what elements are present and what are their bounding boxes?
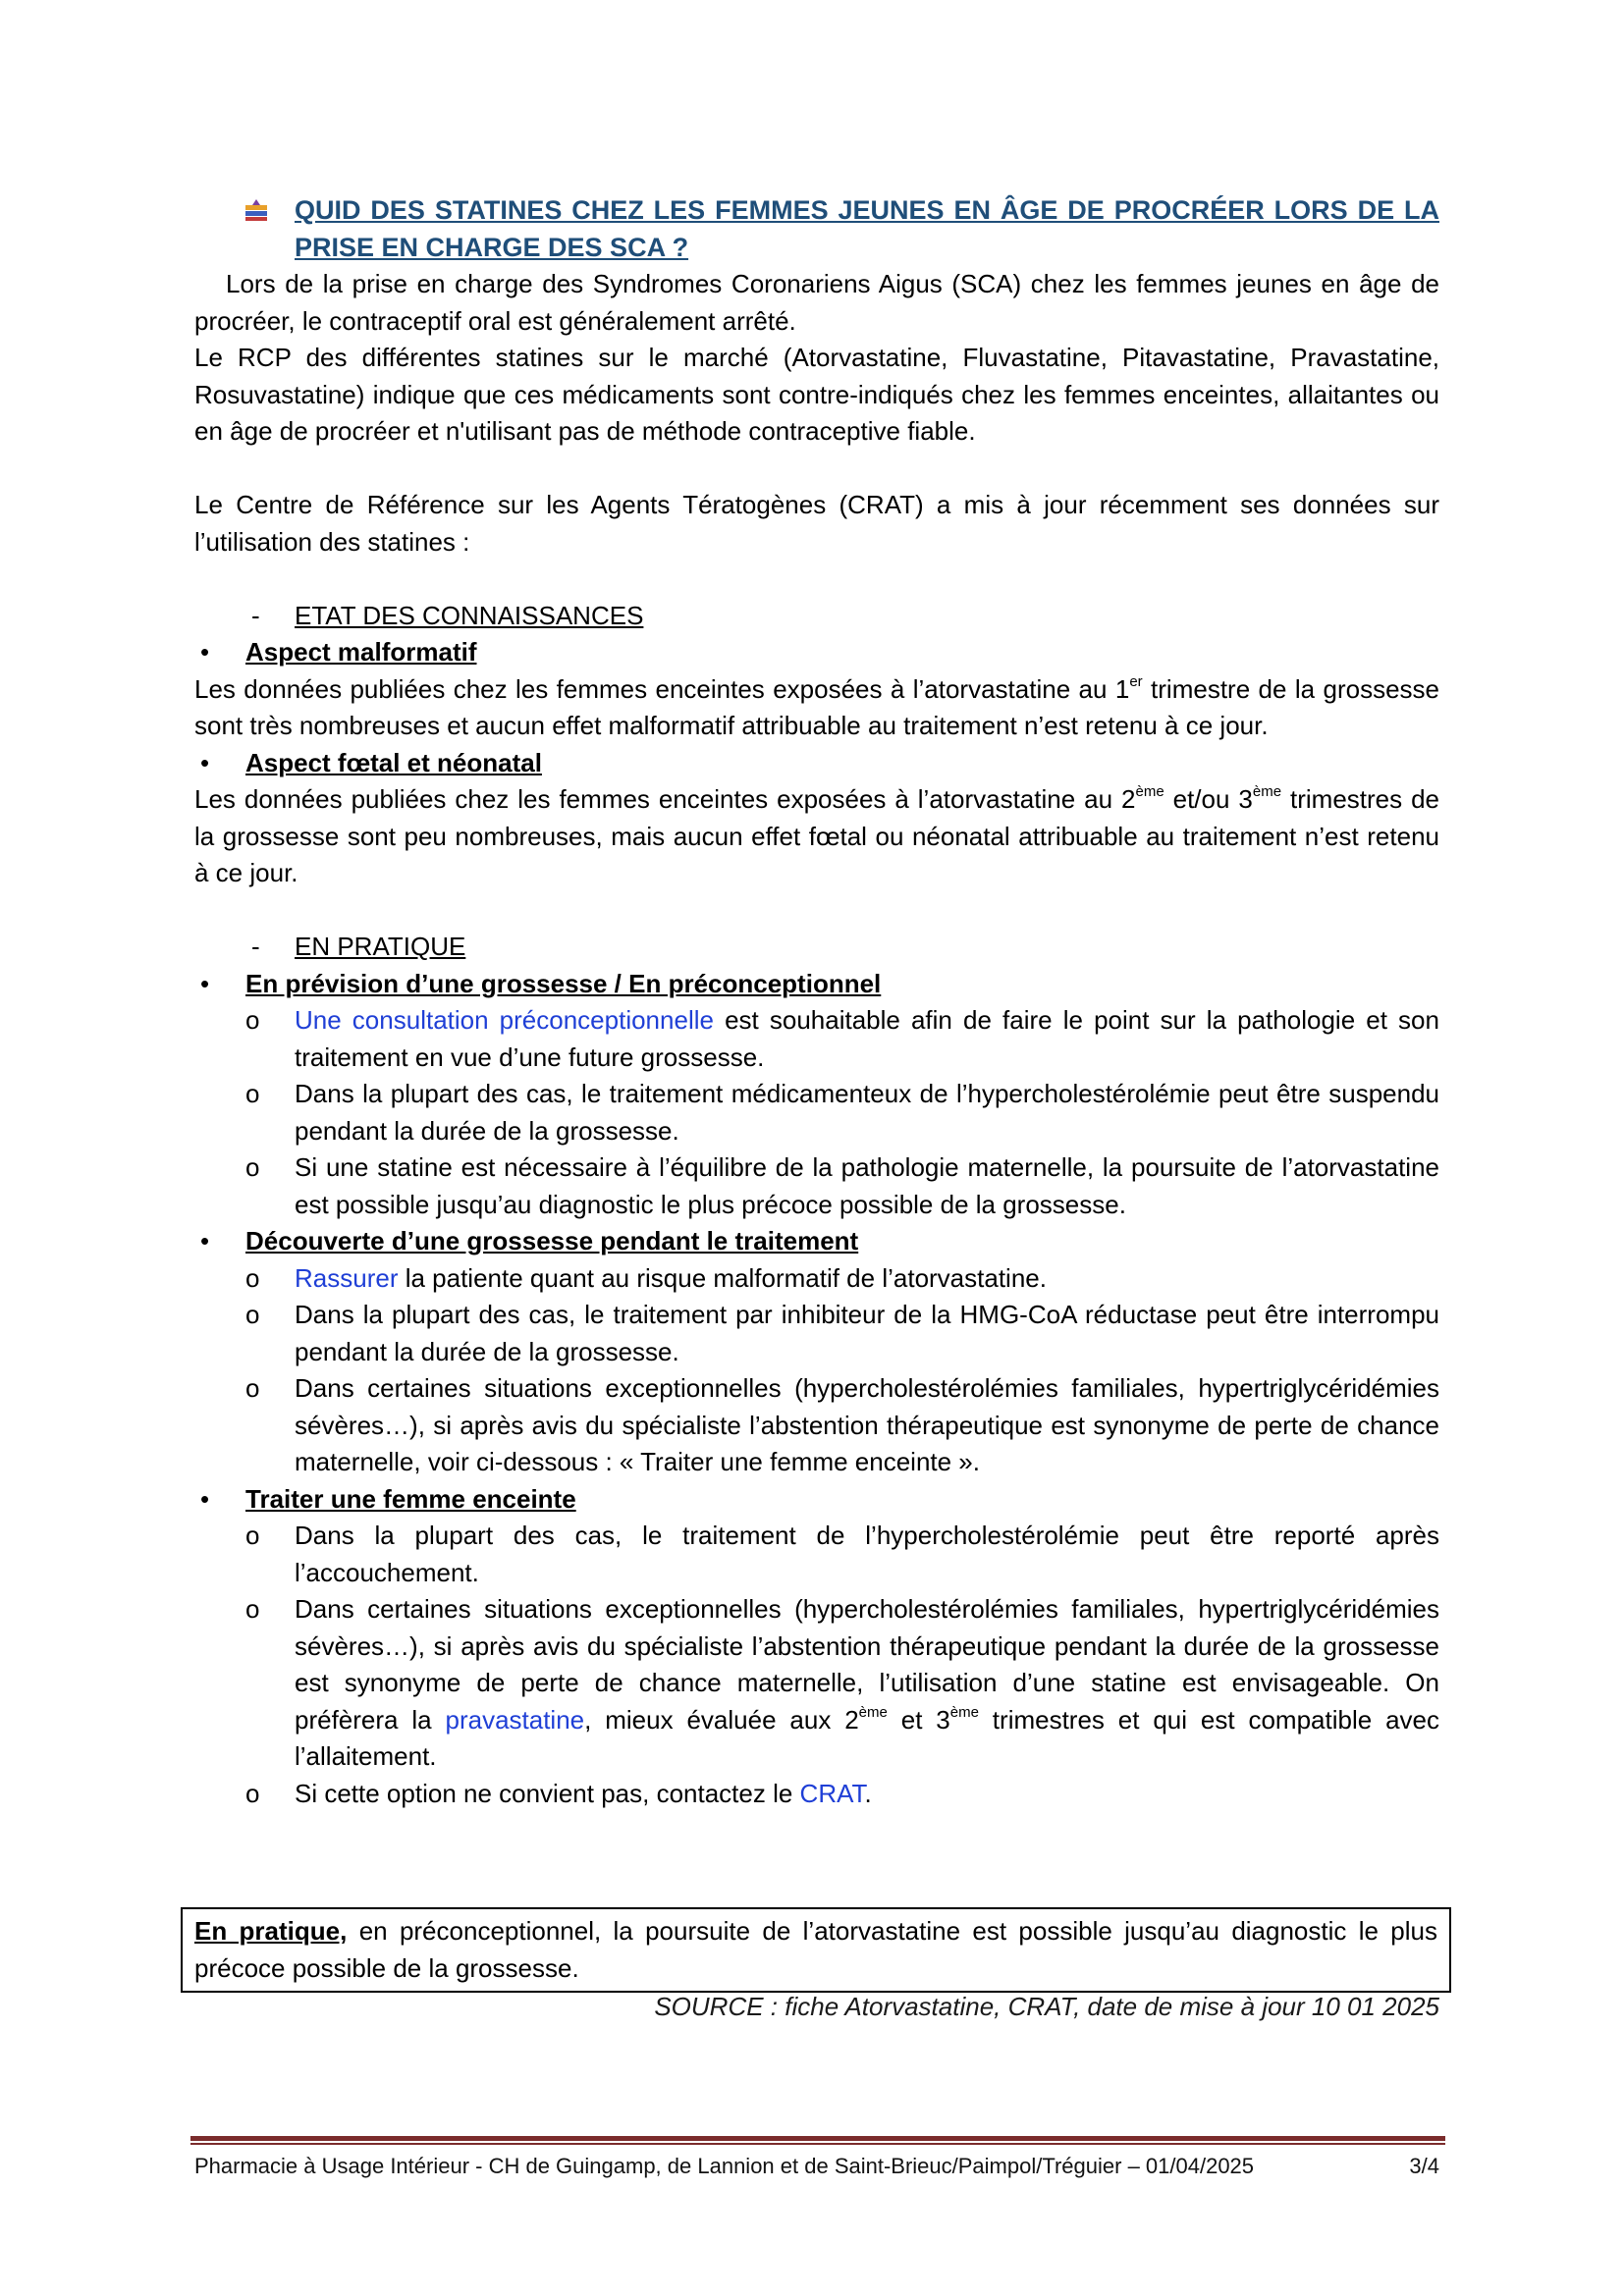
intro-paragraph-2: Le RCP des différentes statines sur le marché (Atorvastatine, Fluvastatine, Pitavastatine, Pravastatine, Rosuvastatine) indique que ces médicaments sont contre-indiqués chez les femmes enceintes, allaitantes ou en âge de procréer et n'utilisant pas de méthode contraceptive fiable.	[194, 343, 1439, 446]
source-citation: SOURCE : fiche Atorvastatine, CRAT, date de mise à jour 10 01 2025	[654, 1992, 1439, 2021]
footer-rule-thin	[190, 2143, 1445, 2145]
bullet-marker: •	[200, 1483, 210, 1514]
main-content	[194, 192, 1439, 1812]
section-title	[194, 192, 1439, 266]
prevision-item-3: o Si une statine est nécessaire à l’équilibre de la pathologie maternelle, la poursuite de l’atorvastatine est possible jusqu’au diagnostic le plus précoce possible de la grossesse.	[245, 1152, 1439, 1219]
bullet-heading-decouverte: • Découverte d’une grossesse pendant le traitement	[194, 1223, 1439, 1260]
malformatif-text: Les données publiées chez les femmes enceintes exposées à l’atorvastatine au 1er trimestre de la grossesse sont très nombreuses et aucun effet malformatif attribuable au traitement n’est retenu à ce jour.	[194, 672, 1439, 740]
subsection-etat-heading: ETAT DES CONNAISSANCES	[295, 600, 644, 630]
page-number: 3/4	[1409, 2154, 1439, 2178]
decouverte-item-1: o Rassurer la patiente quant au risque malformatif de l’atorvastatine.	[245, 1262, 1047, 1293]
subsection-pratique	[194, 929, 1439, 966]
link-consultation[interactable]: Une consultation préconceptionnelle	[295, 1005, 714, 1035]
bullet-heading-malformatif: • Aspect malformatif	[194, 634, 1439, 671]
link-rassurer[interactable]: Rassurer	[295, 1262, 399, 1293]
bullet-heading-traiter: • Traiter une femme enceinte	[194, 1481, 1439, 1519]
prevision-item-1: o Une consultation préconceptionnelle est souhaitable afin de faire le point sur la pathologie et son traitement en vue d’une future grossesse.	[245, 1005, 1439, 1072]
stacked-arrow-icon	[244, 199, 269, 225]
traiter-item-2: o Dans certaines situations exceptionnelles (hypercholestérolémies familiales, hypertriglycéridémies sévères…), si après avis du spécialiste l’abstention thérapeutique pendant la durée de la grossesse est synonyme de perte de chance maternelle, l’utilisation d’une statine est envisageable. On préfèrera la pravastatine, mieux évaluée aux 2ème et 3ème trimestres et qui est compatible avec l’allaitement.	[245, 1594, 1439, 1771]
footer-rule	[190, 2136, 1445, 2141]
traiter-item-3: o Si cette option ne convient pas, contactez le CRAT.	[245, 1778, 872, 1808]
bullet-marker: •	[200, 1226, 210, 1255]
link-pravastatine[interactable]: pravastatine	[445, 1704, 585, 1735]
bullet-marker: •	[200, 968, 210, 998]
bullet-marker: •	[200, 637, 210, 667]
intro-paragraph-3: Le Centre de Référence sur les Agents Tératogènes (CRAT) a mis à jour récemment ses données sur l’utilisation des statines :	[194, 490, 1439, 557]
section-title-text: QUID DES STATINES CHEZ LES FEMMES JEUNES EN ÂGE DE PROCRÉER LORS DE LA PRISE EN CHARGE DES SCA ?	[295, 195, 1439, 262]
footer-text: Pharmacie à Usage Intérieur - CH de Guingamp, de Lannion et de Saint-Brieuc/Paimpol/Tréguier – 01/04/2025	[194, 2154, 1255, 2178]
dash-marker: -	[251, 932, 260, 961]
bullet-heading-prevision: • En prévision d’une grossesse / En préconceptionnel	[194, 966, 1439, 1003]
link-crat[interactable]: CRAT	[799, 1778, 865, 1808]
traiter-item-1: o Dans la plupart des cas, le traitement de l’hypercholestérolémie peut être reporté après l’accouchement.	[245, 1521, 1439, 1587]
summary-text: en préconceptionnel, la poursuite de l’atorvastatine est possible jusqu’au diagnostic le plus précoce possible de la grossesse.	[194, 1916, 1437, 1983]
decouverte-item-2: o Dans la plupart des cas, le traitement par inhibiteur de la HMG-CoA réductase peut être interrompu pendant la durée de la grossesse.	[245, 1300, 1439, 1366]
summary-lead: En pratique,	[194, 1916, 348, 1946]
summary-box	[181, 1907, 1451, 1993]
dash-marker: -	[251, 600, 260, 630]
bullet-heading-foetal: • Aspect fœtal et néonatal	[194, 745, 1439, 782]
bullet-marker: •	[200, 747, 210, 777]
subsection-pratique-heading: EN PRATIQUE	[295, 932, 466, 961]
subsection-etat	[194, 598, 1439, 635]
foetal-text: Les données publiées chez les femmes enceintes exposées à l’atorvastatine au 2ème et/ou 3ème trimestres de la grossesse sont peu nombreuses, mais aucun effet fœtal ou néonatal attribuable au traitement n’est retenu à ce jour.	[194, 783, 1440, 887]
decouverte-item-3: o Dans certaines situations exceptionnelles (hypercholestérolémies familiales, hypertriglycéridémies sévères…), si après avis du spécialiste l’abstention thérapeutique est synonyme de perte de chance maternelle, voir ci-dessous : « Traiter une femme enceinte ».	[245, 1373, 1439, 1476]
intro-paragraph-1: Lors de la prise en charge des Syndromes Coronariens Aigus (SCA) chez les femmes jeunes en âge de procréer, le contraceptif oral est généralement arrêté.	[194, 269, 1439, 336]
prevision-item-2: o Dans la plupart des cas, le traitement médicamenteux de l’hypercholestérolémie peut être suspendu pendant la durée de la grossesse.	[245, 1079, 1439, 1146]
